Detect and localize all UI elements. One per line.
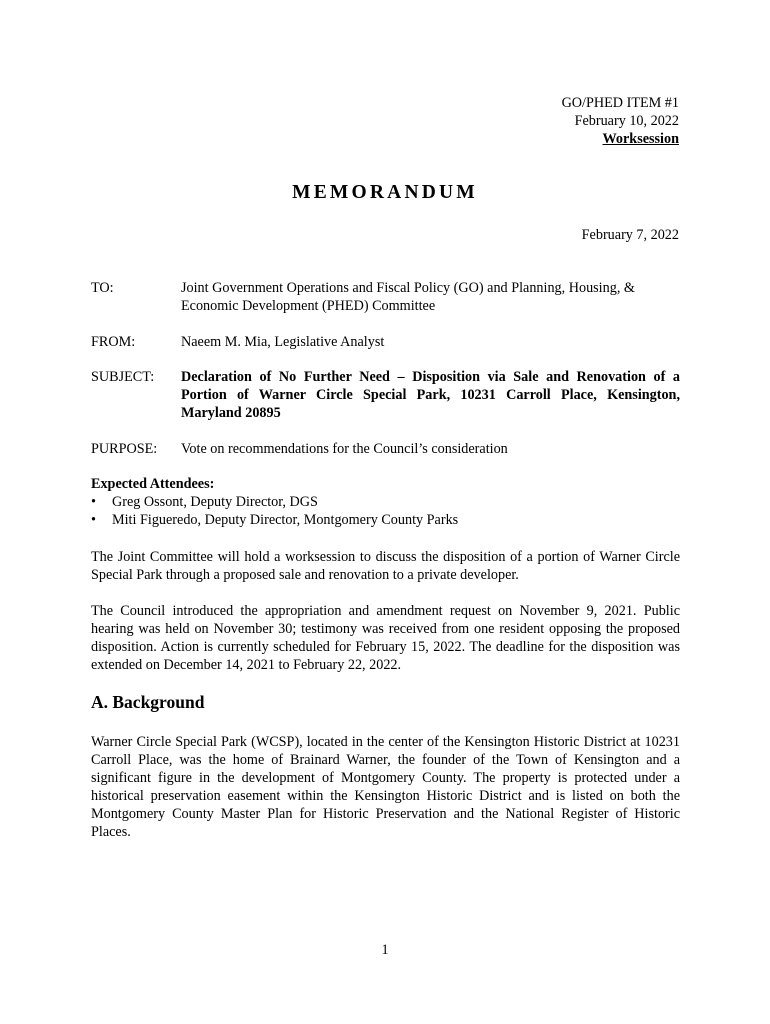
- memo-date: February 7, 2022: [581, 227, 679, 243]
- to-value: Joint Government Operations and Fiscal Policy (GO) and Planning, Housing, & Economic Development (PHED) Committee: [181, 280, 635, 314]
- bullet-icon: •: [91, 494, 96, 510]
- from-value: Naeem M. Mia, Legislative Analyst: [181, 334, 385, 350]
- from-label: FROM:: [91, 334, 136, 350]
- attendee-name: Miti Figueredo, Deputy Director, Montgomery County Parks: [112, 512, 459, 528]
- attendees-list: [91, 493, 680, 529]
- list-item: [91, 511, 680, 529]
- session-type: Worksession: [602, 131, 679, 147]
- page-number: 1: [381, 942, 389, 958]
- memo-title: MEMORANDUM: [292, 182, 478, 203]
- to-row: [91, 279, 680, 315]
- expected-attendees: [91, 475, 680, 529]
- to-label: TO:: [91, 280, 114, 296]
- subject-label: SUBJECT:: [91, 369, 155, 385]
- subject-value: Declaration of No Further Need – Disposition via Sale and Renovation of a Portion of Warner Circle Special Park, 10231 Carroll Place, Kensington, Maryland 20895: [181, 369, 680, 421]
- purpose-label: PURPOSE:: [91, 441, 158, 457]
- list-item: [91, 493, 680, 511]
- from-row: [91, 333, 680, 351]
- item-header: [562, 94, 679, 148]
- background-paragraph: Warner Circle Special Park (WCSP), located in the center of the Kensington Historic District at 10231 Carroll Place, was the home of Brainard Warner, the founder of the Town of Kensington and a significant figure in the development of Montgomery County. The property is protected under a historical preservation easement within the Kensington Historic District and is listed on both the Montgomery County Master Plan for Historic Preservation and the National Register of Historic Places.: [91, 734, 680, 840]
- subject-row: [91, 368, 680, 422]
- status-paragraph: The Council introduced the appropriation and amendment request on November 9, 2021. Public hearing was held on November 30; testimony was received from one resident opposing the proposed disposition. Action is currently scheduled for February 15, 2022. The deadline for the disposition was extended on December 14, 2021 to February 22, 2022.: [91, 603, 680, 673]
- bullet-icon: •: [91, 512, 96, 528]
- purpose-value: Vote on recommendations for the Council’s consideration: [181, 441, 508, 457]
- meeting-date: February 10, 2022: [574, 113, 679, 129]
- intro-paragraph: The Joint Committee will hold a worksession to discuss the disposition of a portion of Warner Circle Special Park through a proposed sale and renovation to a private developer.: [91, 549, 680, 583]
- item-number: GO/PHED ITEM #1: [561, 95, 679, 111]
- attendees-heading: Expected Attendees:: [91, 476, 215, 492]
- attendee-name: Greg Ossont, Deputy Director, DGS: [112, 494, 318, 510]
- section-heading: A. Background: [91, 692, 205, 712]
- purpose-row: [91, 440, 680, 458]
